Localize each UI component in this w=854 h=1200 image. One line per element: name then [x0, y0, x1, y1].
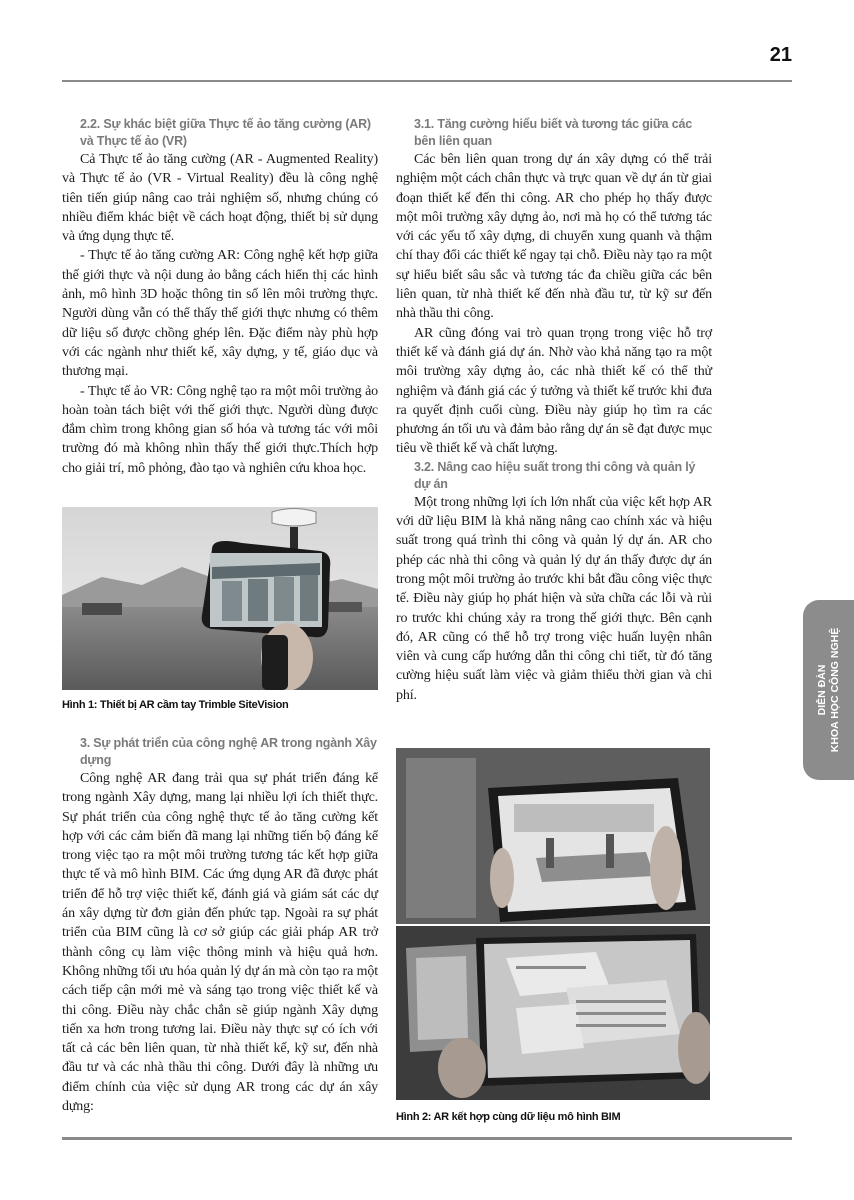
paragraph: AR cũng đóng vai trò quan trọng trong việc hỗ trợ thiết kế và đánh giá dự án. Nhờ vào khả năng tạo ra một môi trường xây dựng ảo, các nhà thiết kế có thể thử nghiệm và đánh giá các ý tưởng và thiết kế trước khi đưa ra quyết định cuối cùng. Điều này giúp họ tìm ra các phương án tối ưu và đảm bảo rằng dự án sẽ đạt được mục tiêu về thiết kế và chất lượng. [396, 325, 712, 457]
section-heading-3: 3. Sự phát triển của công nghệ AR trong ngành Xây dựng [80, 736, 377, 767]
paragraph: Các bên liên quan trong dự án xây dựng có thể trải nghiệm một cách chân thực và trực quan về dự án từ giai đoạn thiết kế đến thi công. AR cho phép họ thấy được một môi trường xây dựng ảo, nơi mà họ có thể tương tác với các yếu tố xây dựng, di chuyển xung quanh và thậm chí thay đổi các thiết kế ngay tại chỗ. Điều này tạo ra một sự hiểu biết sâu sắc và tương tác đa chiều giữa các bên liên quan, từ nhà thiết kế đến nhà đầu tư, từ kỹ sư đến nhà thầu thi công. [396, 152, 712, 322]
page-number: 21 [769, 44, 792, 66]
section-heading-3-2: 3.2. Nâng cao hiệu suất trong thi công và quản lý dự án [414, 459, 696, 491]
paragraph: Cả Thực tế ảo tăng cường (AR - Augmented Reality) và Thực tế ảo (VR - Virtual Reality) đều là công nghệ tiên tiến giúp nâng cao trải nghiệm số, nhưng chúng có nhiều điểm khác biệt về cách hoạt động, thiết bị sử dụng và ứng dụng thực tế. [62, 152, 378, 245]
figure-1-caption: Hình 1: Thiết bị AR cầm tay Trimble SiteVision [62, 699, 289, 711]
figure-2-image [396, 748, 710, 1100]
footer-rule [62, 1137, 792, 1140]
right-column [396, 116, 712, 705]
side-tab-text [816, 628, 842, 752]
side-tab-line-2: KHOA HỌC CÔNG NGHỆ [828, 627, 841, 753]
paragraph: - Thực tế ảo VR: Công nghệ tạo ra một môi trường ảo hoàn toàn tách biệt với thế giới thực. Người dùng được đắm chìm trong không gian số hóa và tương tác với môi trường đó mà không nhìn thấy thế giới thực.Thích hợp cho giải trí, mô phỏng, đào tạo và nghiên cứu khoa học. [62, 383, 378, 476]
section-heading-2-2: 2.2. Sự khác biệt giữa Thực tế ảo tăng cường (AR) và Thực tế ảo (VR) [80, 117, 371, 148]
paragraph: - Thực tế ảo tăng cường AR: Công nghệ kết hợp giữa thế giới thực và nội dung ảo bằng cách hiển thị các hình ảnh, mô hình 3D hoặc thông tin số lên môi trường thực. Người dùng vẫn có thể thấy thế giới thực nhưng có thêm dữ liệu số được chồng ghép lên. Đặc điểm này phù hợp với các ngành như thiết kế, xây dựng, y tế, giáo dục và thương mại. [62, 248, 378, 380]
figure-2-caption: Hình 2: AR kết hợp cùng dữ liệu mô hình BIM [396, 1111, 621, 1123]
left-column-top [62, 116, 378, 478]
side-tab-line-1: DIỄN ĐÀN [815, 664, 828, 716]
left-column-bottom [62, 735, 378, 1116]
paragraph: Công nghệ AR đang trải qua sự phát triển đáng kể trong ngành Xây dựng, mang lại nhiều lợi ích thiết thực. Sự phát triển của công nghệ thực tế ảo tăng cường kết hợp với các cảm biến đã mang lại những tiến bộ đáng kể trong việc tạo ra một môi trường tương tác kết hợp giữa thực tế và mô hình BIM. Các ứng dụng AR đã được phát triển để hỗ trợ việc thiết kế, đánh giá và giám sát các dự án xây dựng từ đơn giản đến phức tạp. Ngoài ra sự phát triển của BIM cũng là cơ sở giúp các giải pháp AR trở thành công cụ làm việc thông minh và hiệu quả hơn. Không những tối ưu hóa quản lý dự án mà còn tạo ra một cách tiếp cận mới mẻ và sáng tạo trong việc thiết kế và thi công. Điều này chắc chắn sẽ giúp ngành Xây dựng tiến xa hơn trong tương lai. Điều này thực sự có ích với tất cả các bên liên quan, từ nhà thiết kế, kỹ sư, đến nhà đầu tư và các nhà thầu thi công. Dưới đây là những ưu điểm chính của việc sử dụng AR trong các dự án xây dựng: [62, 771, 378, 1115]
section-heading-3-1: 3.1. Tăng cường hiểu biết và tương tác giữa các bên liên quan [414, 117, 692, 148]
section-side-tab [803, 600, 854, 780]
paragraph: Một trong những lợi ích lớn nhất của việc kết hợp AR với dữ liệu BIM là khả năng nâng cao chính xác và hiệu suất trong quá trình thi công và quản lý dự án. AR cho phép các nhà thi công và quản lý dự án thấy được dự án trong một môi trường ảo trước khi bắt đầu công việc thực tế. Điều này giúp họ phát hiện và sửa chữa các lỗi và rủi ro trước khi chúng xảy ra trong thế giới thực. Bên cạnh đó, AR cũng có thể hỗ trợ trong việc huấn luyện nhân viên và cung cấp hướng dẫn thi công chi tiết, từ đó tăng cường hiệu suất làm việc và giảm thiểu thời gian và chi phí. [396, 494, 712, 703]
header-rule [62, 80, 792, 82]
figure-1-image [62, 507, 378, 690]
